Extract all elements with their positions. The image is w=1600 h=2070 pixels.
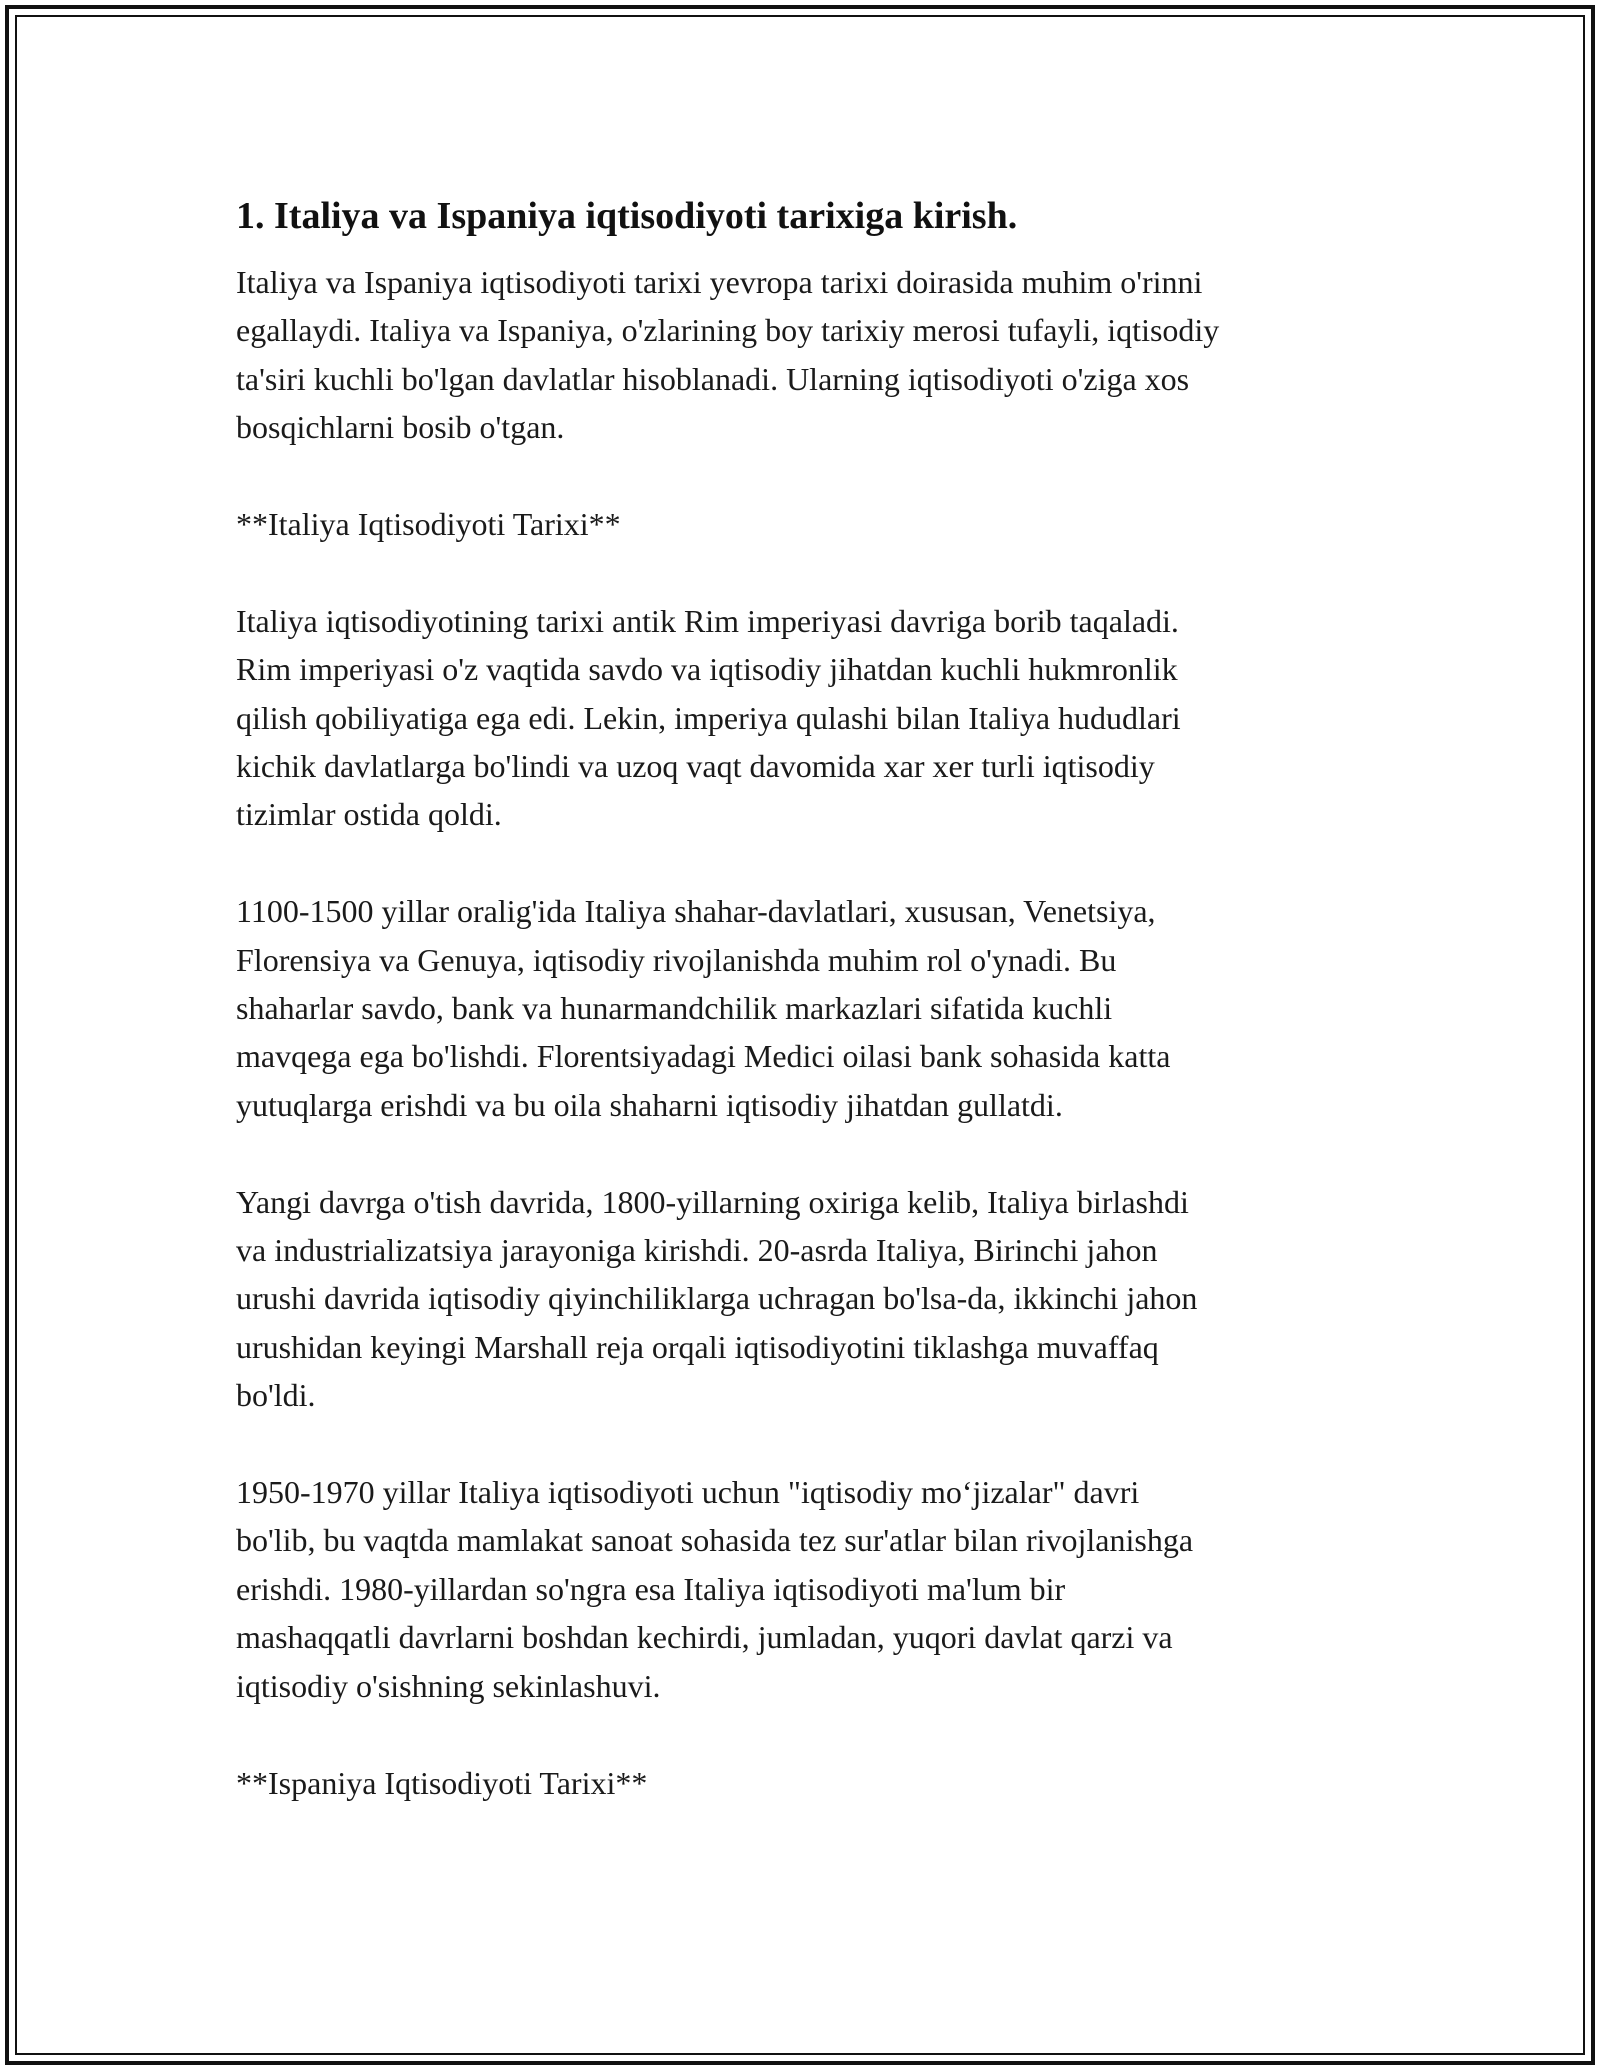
text-line: Yangi davrga o'tish davrida, 1800-yillarning oxiriga kelib, Italiya birlashdi	[236, 1183, 1189, 1220]
paragraph-intro	[236, 258, 1386, 452]
paragraph-modern-era	[236, 1178, 1386, 1420]
text-line: **Ispaniya Iqtisodiyoti Tarixi**	[236, 1764, 648, 1801]
text-line: urushi davrida iqtisodiy qiyinchiliklarga uchragan bo'lsa-da, ikkinchi jahon	[236, 1280, 1198, 1317]
text-line: **Italiya Iqtisodiyoti Tarixi**	[236, 506, 621, 543]
paragraph-economic-miracle	[236, 1468, 1386, 1710]
text-line: bo'lib, bu vaqtda mamlakat sanoat sohasida tez sur'atlar bilan rivojlanishga	[236, 1522, 1194, 1559]
document-body	[236, 188, 1386, 1855]
paragraph-roman-empire	[236, 597, 1386, 839]
text-line: shaharlar savdo, bank va hunarmandchilik markazlari sifatida kuchli	[236, 990, 1113, 1027]
subheading-spain	[236, 1759, 1386, 1807]
text-line: urushidan keyingi Marshall reja orqali iqtisodiyotini tiklashga muvaffaq	[236, 1328, 1159, 1365]
text-line: mashaqqatli davrlarni boshdan kechirdi, jumladan, yuqori davlat qarzi va	[236, 1619, 1173, 1656]
subheading-italy	[236, 500, 1386, 548]
text-line: ta'siri kuchli bo'lgan davlatlar hisoblanadi. Ularning iqtisodiyoti o'ziga xos	[236, 360, 1190, 397]
text-line: Florensiya va Genuya, iqtisodiy rivojlanishda muhim rol o'ynadi. Bu	[236, 941, 1117, 978]
text-line: yutuqlarga erishdi va bu oila shaharni iqtisodiy jihatdan gullatdi.	[236, 1086, 1063, 1123]
text-line: bo'ldi.	[236, 1377, 316, 1414]
paragraph-city-states	[236, 887, 1386, 1129]
text-line: egallaydi. Italiya va Ispaniya, o'zlarining boy tarixiy merosi tufayli, iqtisodiy	[236, 312, 1220, 349]
text-line: va industrializatsiya jarayoniga kirishdi. 20-asrda Italiya, Birinchi jahon	[236, 1232, 1158, 1269]
text-line: kichik davlatlarga bo'lindi va uzoq vaqt davomida xar xer turli iqtisodiy	[236, 748, 1155, 785]
text-line: Italiya va Ispaniya iqtisodiyoti tarixi yevropa tarixi doirasida muhim o'rinni	[236, 264, 1203, 300]
text-line: Italiya iqtisodiyotining tarixi antik Rim imperiyasi davriga borib taqaladi.	[236, 602, 1179, 639]
text-line: tizimlar ostida qoldi.	[236, 796, 502, 833]
text-line: bosqichlarni bosib o'tgan.	[236, 409, 565, 446]
text-line: erishdi. 1980-yillardan so'ngra esa Italiya iqtisodiyoti ma'lum bir	[236, 1570, 1066, 1607]
text-line: mavqega ega bo'lishdi. Florentsiyadagi Medici oilasi bank sohasida katta	[236, 1038, 1171, 1075]
text-line: Rim imperiyasi o'z vaqtida savdo va iqtisodiy jihatdan kuchli hukmronlik	[236, 651, 1178, 688]
section-heading: 1. Italiya va Ispaniya iqtisodiyoti tarixiga kirish.	[236, 195, 1018, 237]
text-line: 1950-1970 yillar Italiya iqtisodiyoti uchun "iqtisodiy mo‘jizalar" davri	[236, 1474, 1140, 1511]
text-line: 1100-1500 yillar oralig'ida Italiya shahar-davlatlari, xususan, Venetsiya,	[236, 893, 1156, 930]
text-line: iqtisodiy o'sishning sekinlashuvi.	[236, 1667, 661, 1704]
text-line: qilish qobiliyatiga ega edi. Lekin, imperiya qulashi bilan Italiya hududlari	[236, 699, 1181, 736]
